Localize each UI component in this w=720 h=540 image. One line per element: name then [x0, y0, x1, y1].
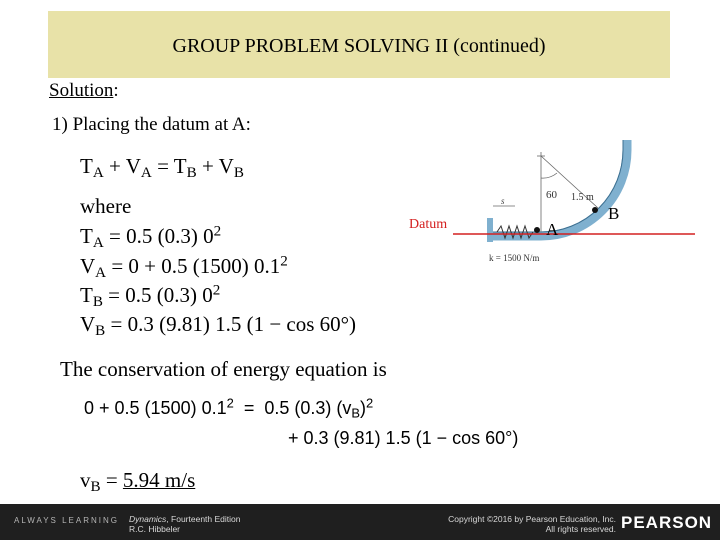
- energy-equation: $T_A + V_A = T_B + V_B$: [80, 154, 244, 182]
- tb-definition: $T_B = 0.5$ (0.3) $0^2$: [80, 282, 221, 311]
- collar-at-b: [592, 207, 598, 213]
- energy-balance-line1: 0 + 0.5 (1500) $0.1^2 = 0.5$ (0.3) $(v_B)^2$: [84, 395, 374, 421]
- where-text: where: [80, 194, 132, 218]
- radius-label: 1.5 m: [571, 192, 594, 203]
- s-label: s: [501, 196, 505, 206]
- footer-book-info: Dynamics, Fourteenth Edition R.C. Hibbeler: [129, 514, 241, 534]
- footer-tagline: ALWAYS LEARNING: [14, 516, 119, 525]
- solution-heading: [49, 80, 119, 102]
- point-b-label: B: [608, 204, 620, 223]
- point-a-label: A: [546, 220, 559, 239]
- left-wall: [487, 218, 493, 242]
- conservation-text: The conservation of energy equation is: [60, 357, 387, 381]
- result-line: $v_B = 5.94$ m/s: [80, 468, 196, 496]
- slide-title: GROUP PROBLEM SOLVING II (continued): [172, 35, 546, 57]
- angle-arc: [541, 173, 557, 178]
- track-inner-edge: [489, 140, 623, 232]
- angle-label: 60: [546, 189, 557, 201]
- vb-definition: $V_B = 0.3$ (9.81) 1.5 (1 − cos 60°): [80, 312, 357, 340]
- solution-colon: :: [113, 80, 119, 101]
- spring-constant-label: k = 1500 N/m: [489, 253, 540, 263]
- pearson-logo: PEARSON: [621, 513, 713, 532]
- footer-copyright: Copyright ©2016 by Pearson Education, Inc. All rights reserved.: [448, 514, 616, 534]
- step-text: 1) Placing the datum at A:: [52, 114, 251, 135]
- va-definition: $V_A = 0 + 0.5$ (1500) $0.1^2$: [80, 253, 288, 282]
- energy-balance-line2: + 0.3 (9.81) 1.5 (1 − cos 60°): [288, 428, 519, 448]
- track-figure: [405, 140, 695, 270]
- collar-at-a: [534, 227, 540, 233]
- ta-definition: $T_A = 0.5$ (0.3) $0^2$: [80, 223, 222, 252]
- result-value: 5.94 m/s: [122, 468, 196, 492]
- solution-label: Solution: [49, 80, 114, 101]
- datum-label: Datum: [409, 217, 448, 232]
